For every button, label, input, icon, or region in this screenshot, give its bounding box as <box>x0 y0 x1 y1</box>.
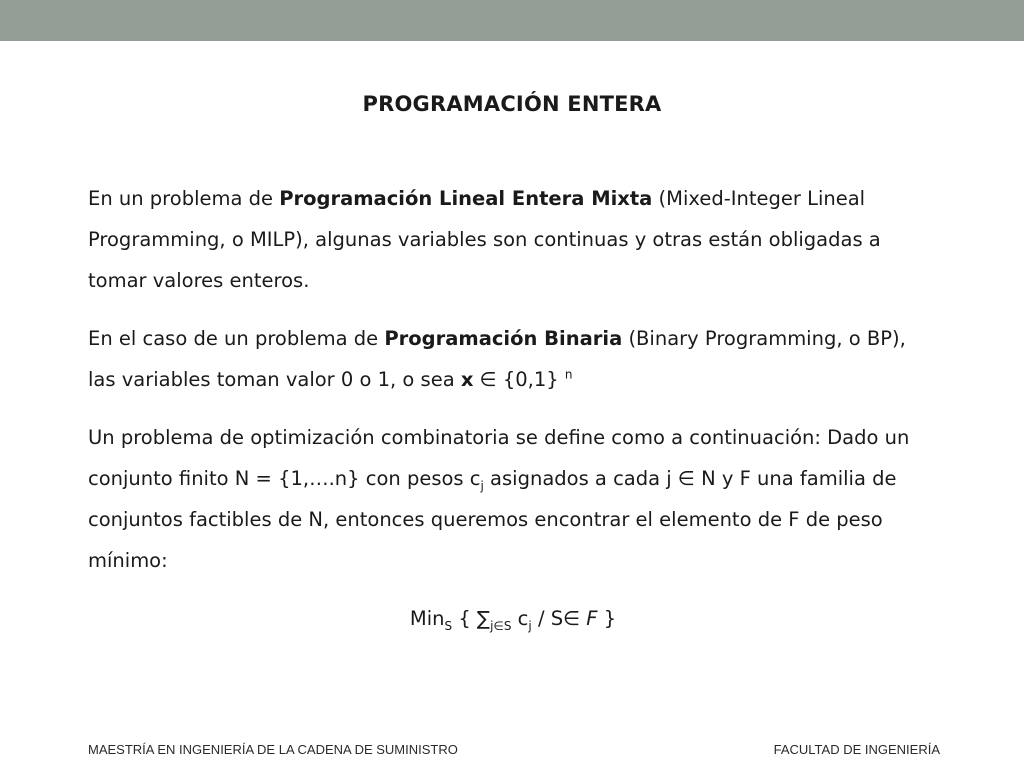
text: En el caso de un problema de <box>88 327 385 350</box>
footer-faculty: FACULTAD DE INGENIERÍA <box>773 742 940 757</box>
slide-title: PROGRAMACIÓN ENTERA <box>362 92 662 116</box>
bold-term: Programación Binaria <box>384 327 623 350</box>
formula-min-subscript: S <box>444 618 453 633</box>
formula-c: c <box>511 607 529 630</box>
formula-close: } <box>597 607 617 630</box>
text: Un problema de optimización combinatoria se define como a continuación: Dado un conjunto finito N = {1,….n} con pesos c <box>88 426 910 490</box>
slide-body <box>88 178 938 639</box>
formula-sum-subscript: j∈S <box>490 618 512 633</box>
formula-min: Min <box>409 607 445 630</box>
formula <box>88 598 938 639</box>
subscript: j <box>480 478 484 493</box>
formula-family: F <box>586 607 598 630</box>
formula-c-subscript: j <box>528 618 532 633</box>
footer-program: MAESTRÍA EN INGENIERÍA DE LA CADENA DE SUMINISTRO <box>88 742 458 757</box>
text: (Mixed-Integer Lineal Programming, o MILP), algunas variables son continuas y otras están obligadas a tomar valores enteros. <box>88 187 881 292</box>
bold-term: Programación Lineal Entera Mixta <box>279 187 653 210</box>
formula-sum: { ∑ <box>452 607 491 630</box>
superscript: n <box>564 367 573 382</box>
text: (Binary Programming, o BP), las variables toman valor 0 o 1, o sea <box>88 327 906 391</box>
formula-mid: / S∈ <box>531 607 587 630</box>
text: En un problema de <box>88 187 280 210</box>
top-banner <box>0 0 1024 41</box>
paragraph-milp <box>88 178 938 301</box>
text: asignados a cada j ∈ N y F una familia de conjuntos factibles de N, entonces queremos encontrar el elemento de F de peso mínimo: <box>88 467 897 572</box>
text: ∈ {0,1} <box>473 368 559 391</box>
bold-variable: x <box>460 368 474 391</box>
paragraph-binary <box>88 318 938 400</box>
paragraph-combinatorial <box>88 417 938 581</box>
